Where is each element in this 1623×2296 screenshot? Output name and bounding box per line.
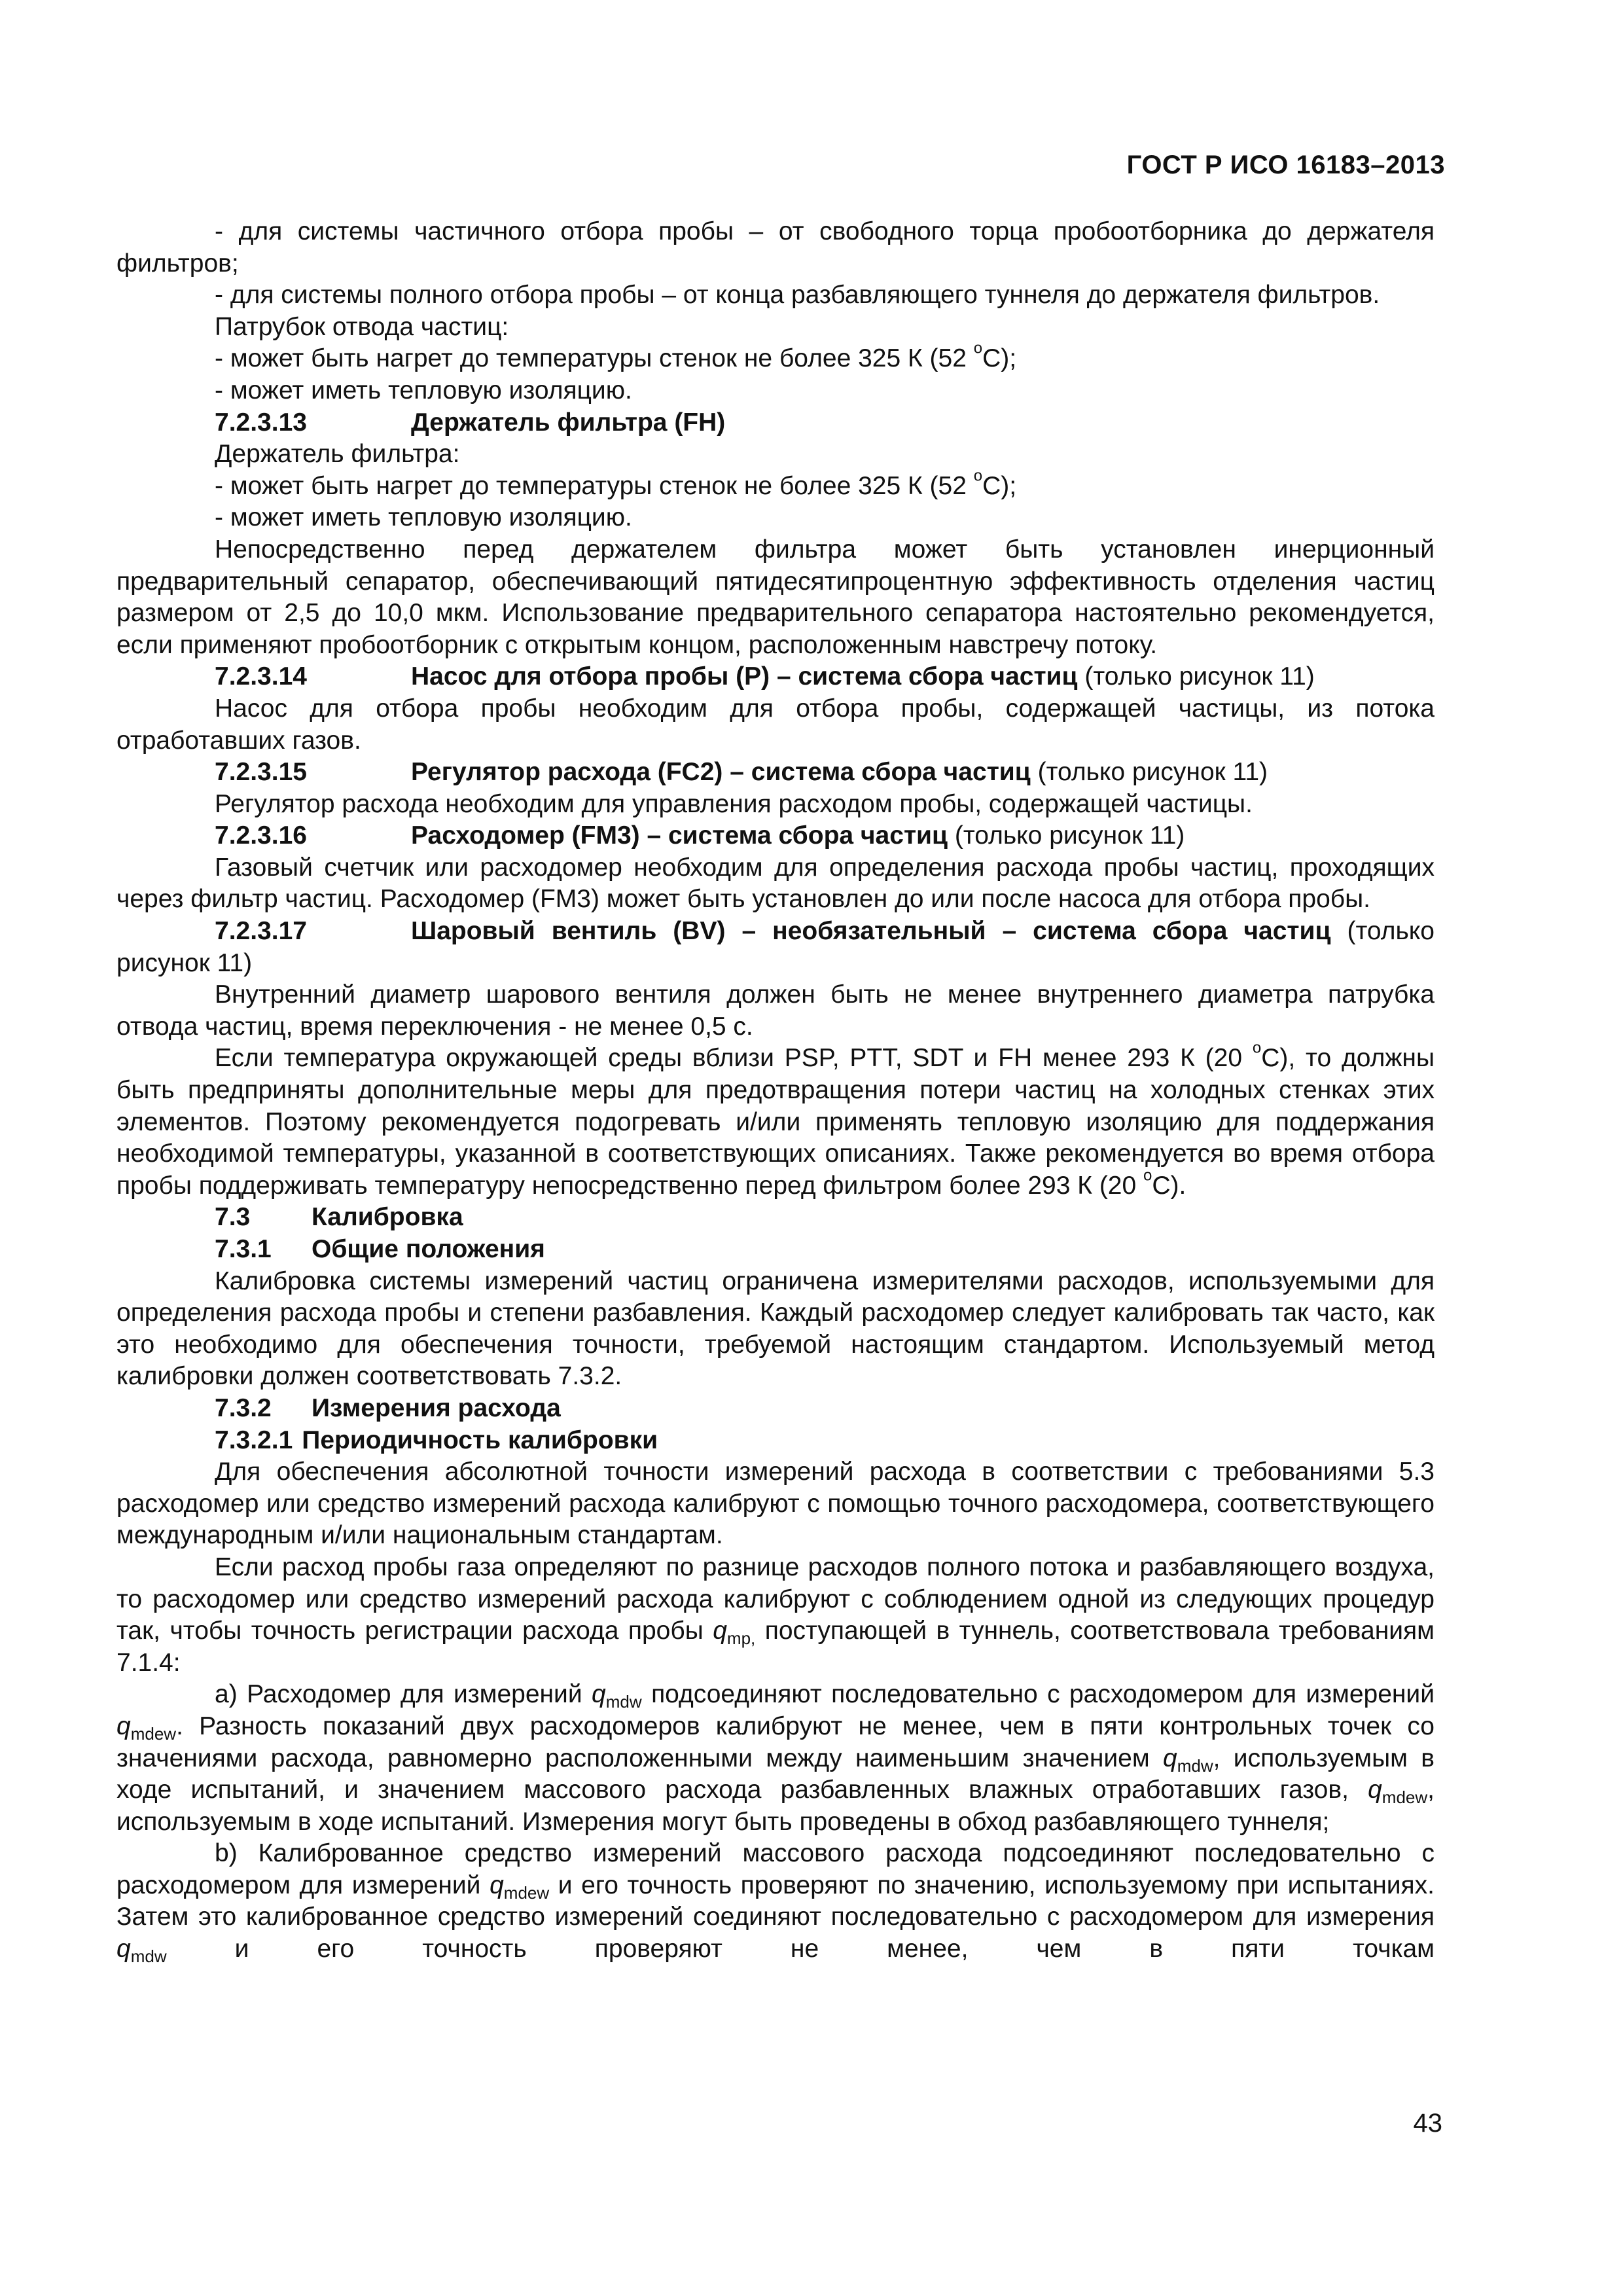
section-heading: 7.2.3.14 Насос для отбора пробы (P) – система сбора частиц (только рисунок 11) xyxy=(215,662,1315,691)
paragraph: Внутренний диаметр шарового вентиля должен быть не менее внутреннего диаметра патрубка отвода частиц, время переключения - не менее 0,5 с. xyxy=(116,980,1435,1041)
paragraph: - для системы частичного отбора пробы – от свободного торца пробоотборника до держателя фильтров; xyxy=(116,217,1435,278)
page-number: 43 xyxy=(1413,2109,1442,2138)
section-heading: 7.3.1 Общие положения xyxy=(215,1235,545,1263)
section-heading: 7.2.3.15 Регулятор расхода (FC2) – система сбора частиц (только рисунок 11) xyxy=(215,758,1268,787)
document-body xyxy=(116,216,1435,1965)
degree-sign: o xyxy=(1143,1166,1152,1185)
section-heading: 7.3 Калибровка xyxy=(215,1203,463,1232)
section-heading: 7.3.2 Измерения расхода xyxy=(215,1393,561,1422)
list-item: b) Калиброванное средство измерений массового расхода подсоединяют последовательно с расходомером для измерений $q_{mdew}$ и его точность проверяют по значению, используемому при испытаниях. Затем это калиброванное средство измерений соединяют последовательно с расходомером для измерения $q_{mdw}$ и его точность проверяют не менее, чем в пяти точкам xyxy=(116,1839,1435,1966)
document-header: ГОСТ Р ИСО 16183–2013 xyxy=(1126,151,1445,179)
paragraph: Регулятор расхода необходим для управления расходом пробы, содержащей частицы. xyxy=(215,789,1253,818)
paragraph: Газовый счетчик или расходомер необходим для определения расхода пробы частиц, проходящих через фильтр частиц. Расходомер (FM3) может быть установлен до или после насоса для отбора пробы. xyxy=(116,853,1435,914)
paragraph: - может быть нагрет до температуры стенок не более 325 К (52 $^o$С); xyxy=(215,339,1017,373)
section-heading: 7.3.2.1 Периодичность калибровки xyxy=(215,1426,658,1454)
list-item: а) Расходомер для измерений $q_{mdw}$ подсоединяют последовательно с расходомером для измерений $q_{mdew}$. Разность показаний двух расходомеров калибруют не менее, чем в пяти контрольных точек со значениями расхода, равномерно расположенными между наименьшим значением $q_{mdw}$, используемым в ходе испытаний, и значением массового расхода разбавленных влажных отработавших газов, $q_{mdew}$, используемым в ходе испытаний. Измерения могут быть проведены в обход разбавляющего туннеля; xyxy=(116,1680,1435,1836)
section-heading: 7.2.3.13 Держатель фильтра (FH) xyxy=(215,408,726,437)
section-heading-continuation: рисунок 11) xyxy=(116,948,253,977)
degree-sign: o xyxy=(973,467,983,485)
paragraph: - для системы полного отбора пробы – от конца разбавляющего туннеля до держателя фильтров. xyxy=(215,281,1380,310)
paragraph: Если температура окружающей среды вблизи PSP, PTT, SDT и FH менее 293 К (20 $^o$С), то должны быть предприняты дополнительные меры для предотвращения потери частиц на холодных стенках этих элементов. Поэтому рекомендуется подогревать и/или применять тепловую изоляцию для поддержания необходимой температуры, указанной в соответствующих описаниях. Также рекомендуется во время отбора пробы поддерживать температуру непосредственно перед фильтром более 293 К (20 $^o$С). xyxy=(116,1039,1435,1200)
paragraph: Для обеспечения абсолютной точности измерений расхода в соответствии с требованиями 5.3 расходомер или средство измерений расхода калибруют с помощью точного расходомера, соответствующего международным и/или национальным стандартам. xyxy=(116,1458,1435,1550)
paragraph: - может быть нагрет до температуры стенок не более 325 К (52 $^o$С); xyxy=(215,467,1017,500)
degree-sign: o xyxy=(1252,1039,1262,1058)
paragraph: Патрубок отвода частиц: xyxy=(215,312,509,341)
section-heading: 7.2.3.16 Расходомер (FM3) – система сбора частиц (только рисунок 11) xyxy=(215,821,1185,850)
paragraph: - может иметь тепловую изоляцию. xyxy=(215,503,632,532)
section-heading: 7.2.3.17 Шаровый вентиль (BV) – необязательный – система сбора частиц (только xyxy=(215,917,1435,946)
paragraph: Держатель фильтра: xyxy=(215,440,460,469)
paragraph: Насос для отбора пробы необходим для отбора пробы, содержащей частицы, из потока отработавших газов. xyxy=(116,694,1435,755)
paragraph: - может иметь тепловую изоляцию. xyxy=(215,376,632,404)
paragraph: Калибровка системы измерений частиц ограничена измерителями расходов, используемыми для определения расхода пробы и степени разбавления. Каждый расходомер следует калибровать так часто, как это необходимо для обеспечения точности, требуемой настоящим стандартом. Используемый метод калибровки должен соответствовать 7.3.2. xyxy=(116,1266,1435,1391)
degree-sign: o xyxy=(973,339,983,357)
paragraph: Непосредственно перед держателем фильтра может быть установлен инерционный предварительный сепаратор, обеспечивающий пятидесятипроцентную эффективность отделения частиц размером от 2,5 до 10,0 мкм. Использование предварительного сепаратора настоятельно рекомендуется, если применяют пробоотборник с открытым концом, расположенным навстречу потоку. xyxy=(116,535,1435,659)
paragraph: Если расход пробы газа определяют по разнице расходов полного потока и разбавляющего воздуха, то расходомер или средство измерений расхода калибруют с соблюдением одной из следующих процедур так, чтобы точность регистрации расхода пробы $q_{mp,}$ поступающей в туннель, соответствовала требованиям 7.1.4: xyxy=(116,1552,1435,1677)
